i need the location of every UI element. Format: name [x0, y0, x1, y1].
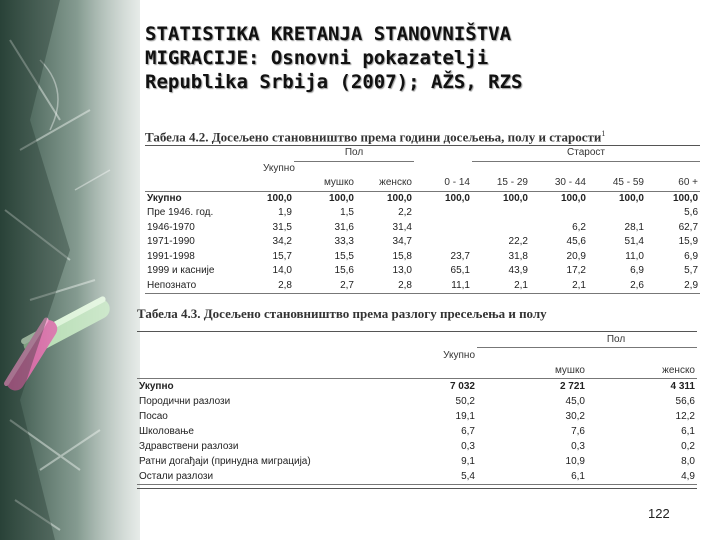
subheader-row: [145, 176, 700, 191]
t1-cell: 5,6: [684, 207, 699, 219]
table-4-3-caption: Табела 4.3. Досељено становништво према разлогу пресељења и полу: [137, 306, 547, 321]
t1-cell: 20,9: [566, 250, 586, 262]
t2-col-female-header: женско: [662, 365, 695, 376]
t1-cell: 62,7: [678, 221, 699, 233]
t2-group-sex-header: Пол: [477, 332, 697, 348]
t1-cell: 5,7: [684, 265, 699, 277]
t2-row-label: Посао: [139, 411, 168, 422]
t1-cell: 2,1: [572, 279, 586, 291]
t1-cell: 17,2: [566, 265, 586, 277]
t1-cell: 65,1: [450, 265, 470, 277]
t1-cell: 34,2: [272, 236, 292, 248]
col-age-3: 45 - 59: [612, 177, 644, 189]
table-row: [137, 379, 697, 395]
t1-cell: [472, 221, 530, 236]
t2-cell: 10,9: [565, 456, 585, 467]
t2-row-label: Ратни догађаји (принудна миграција): [139, 456, 311, 467]
table-4-2-caption: Табела 4.2. Досељено становништво према години досељења, полу и старости$^1$: [145, 129, 606, 145]
t1-cell: 100,0: [673, 192, 699, 204]
chalkboard-image: [0, 0, 140, 540]
t2-row-label: Школовање: [139, 426, 194, 437]
t2-col-male-header: мушко: [554, 365, 585, 376]
col-total-header: Укупно: [263, 162, 295, 174]
t1-cell: [414, 235, 472, 250]
table-4-3-grid: [137, 332, 697, 485]
t2-cell: 6,1: [681, 426, 695, 437]
slide-title: [145, 22, 705, 94]
t2-cell: 45,0: [565, 396, 585, 407]
table-row: [145, 264, 700, 279]
t1-cell: [414, 221, 472, 236]
t1-cell: 1,9: [278, 207, 292, 219]
t1-cell: 2,1: [514, 279, 528, 291]
t1-cell: [414, 206, 472, 221]
table-4-3: [137, 305, 697, 489]
table-row: [137, 394, 697, 409]
t1-cell: 2,8: [398, 279, 412, 291]
t2-cell: 9,1: [461, 456, 475, 467]
t1-cell: [472, 206, 530, 221]
t2-cell: 0,3: [461, 441, 475, 452]
t1-cell: 100,0: [560, 192, 586, 204]
table-row: [145, 191, 700, 206]
t1-cell: 43,9: [508, 265, 528, 277]
table-4-2: [145, 125, 700, 294]
table-row: [137, 424, 697, 439]
t1-cell: 2,6: [630, 279, 644, 291]
t1-cell: 2,2: [398, 207, 412, 219]
t1-row-label: Укупно: [147, 192, 182, 204]
t1-cell: 100,0: [328, 192, 354, 204]
t2-cell: 7,6: [571, 426, 585, 437]
t2-cell: 30,2: [565, 411, 585, 422]
table-row: [137, 454, 697, 469]
t2-cell: 7 032: [449, 381, 475, 392]
t1-row-label: 1971-1990: [147, 236, 195, 248]
table-row: [137, 469, 697, 485]
table-row: [137, 409, 697, 424]
t1-cell: 2,9: [684, 279, 699, 291]
t1-row-label: Непознато: [147, 279, 197, 291]
t1-cell: 6,2: [572, 221, 586, 233]
t2-cell: 2 721: [559, 381, 585, 392]
t1-cell: 45,6: [566, 236, 586, 248]
t2-cell: 6,1: [571, 471, 585, 482]
table-4-2-body: [145, 146, 700, 294]
t1-cell: 11,1: [451, 279, 470, 291]
col-age-0: 0 - 14: [444, 177, 470, 189]
t2-cell: 50,2: [455, 396, 475, 407]
t1-row-label: 1999 и касније: [147, 265, 215, 277]
t1-cell: 6,9: [630, 265, 644, 277]
t1-cell: 28,1: [624, 221, 644, 233]
t1-cell: 51,4: [624, 236, 644, 248]
t1-cell: 100,0: [266, 192, 292, 204]
col-age-2: 30 - 44: [554, 177, 586, 189]
table-row: [145, 206, 700, 221]
title-line-3: Republika Srbija (2007); AŽS, RZS: [145, 71, 523, 93]
t1-cell: 31,6: [334, 221, 354, 233]
t2-col-total-header: Укупно: [443, 349, 475, 361]
t1-cell: [530, 206, 588, 221]
table-row: [145, 235, 700, 250]
t1-cell: [588, 206, 646, 221]
title-line-2: MIGRACIJE: Osnovni pokazatelji: [145, 47, 489, 69]
t1-cell: 1,5: [340, 207, 354, 219]
col-age-4: 60 +: [678, 177, 699, 189]
t2-row-label: Укупно: [139, 381, 174, 392]
t2-cell: 6,7: [461, 426, 475, 437]
t1-cell: 11,0: [625, 250, 644, 262]
t1-cell: 15,7: [272, 250, 292, 262]
t2-cell: 0,2: [681, 441, 695, 452]
t1-cell: 33,3: [334, 236, 354, 248]
t1-row-label: 1991-1998: [147, 250, 195, 262]
t2-cell: 12,2: [675, 411, 695, 422]
t2-cell: 8,0: [681, 456, 695, 467]
col-male-header: мушко: [323, 177, 354, 189]
t1-cell: 31,8: [508, 250, 528, 262]
t2-row-label: Породични разлози: [139, 396, 231, 407]
t1-row-label: 1946-1970: [147, 221, 195, 233]
caption-footnote-mark: 1: [601, 129, 606, 138]
t2-cell: 56,6: [675, 396, 695, 407]
t2-row-label: Остали разлози: [139, 471, 214, 482]
t1-cell: 15,5: [334, 250, 354, 262]
t1-cell: 31,5: [272, 221, 292, 233]
table-row: [145, 279, 700, 294]
t1-cell: 15,9: [678, 236, 699, 248]
t2-row-label: Здравствени разлози: [139, 441, 239, 452]
chalkboard-decoration: [0, 0, 140, 540]
t1-cell: 23,7: [450, 250, 470, 262]
t1-cell: 100,0: [386, 192, 412, 204]
t2-cell: 0,3: [571, 441, 585, 452]
group-sex-header: Пол: [294, 146, 414, 161]
t1-cell: 15,6: [334, 265, 354, 277]
table-row: [137, 439, 697, 454]
t2-cell: 4,9: [681, 471, 695, 482]
table-row: [145, 250, 700, 265]
t1-cell: 6,9: [684, 250, 699, 262]
t2-cell: 19,1: [455, 411, 475, 422]
t1-row-label: Пре 1946. год.: [147, 207, 214, 219]
table-row: [145, 221, 700, 236]
page-number: 122: [648, 506, 670, 521]
t1-cell: 2,7: [340, 279, 354, 291]
t1-cell: 15,8: [392, 250, 412, 262]
title-line-1: STATISTIKA KRETANJA STANOVNIŠTVA: [145, 23, 512, 45]
t1-cell: 31,4: [392, 221, 412, 233]
t1-cell: 22,2: [508, 236, 528, 248]
t2-cell: 5,4: [461, 471, 475, 482]
t1-cell: 100,0: [618, 192, 644, 204]
group-age-header: Старост: [472, 146, 700, 161]
col-age-1: 15 - 29: [496, 177, 528, 189]
t2-cell: 4 311: [670, 381, 695, 392]
t1-cell: 13,0: [392, 265, 412, 277]
t1-cell: 2,8: [278, 279, 292, 291]
t1-cell: 14,0: [272, 265, 292, 277]
t1-cell: 100,0: [502, 192, 528, 204]
col-female-header: женско: [379, 177, 412, 189]
t1-cell: 34,7: [392, 236, 412, 248]
t1-cell: 100,0: [444, 192, 470, 204]
